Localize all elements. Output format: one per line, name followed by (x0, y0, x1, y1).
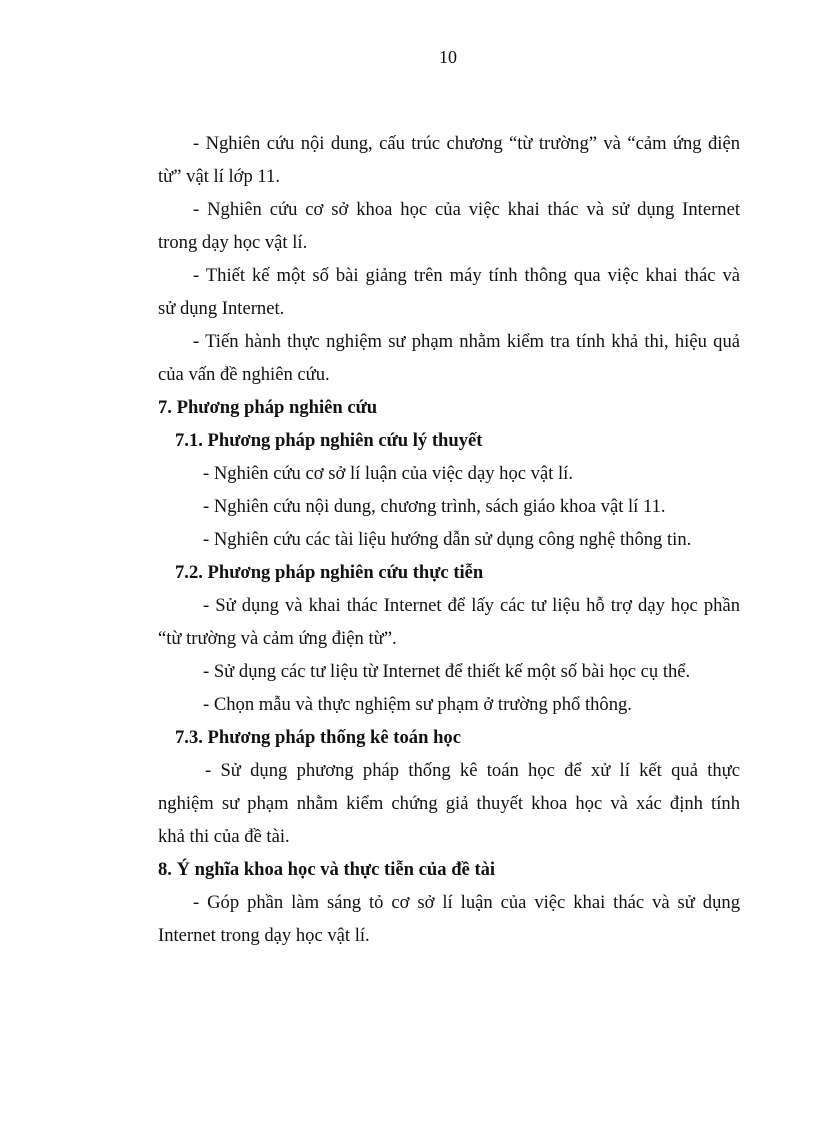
paragraph-line: của vấn đề nghiên cứu. (158, 364, 330, 385)
paragraph-line: khả thi của đề tài. (158, 826, 290, 847)
paragraph-line: - Thiết kế một số bài giảng trên máy tính thông qua việc khai thác và (193, 265, 740, 286)
list-item: - Nghiên cứu các tài liệu hướng dẫn sử dụng công nghệ thông tin. (203, 529, 692, 550)
paragraph-line: - Sử dụng và khai thác Internet để lấy các tư liệu hỗ trợ dạy học phần (203, 595, 740, 616)
paragraph-line: - Nghiên cứu cơ sở khoa học của việc khai thác và sử dụng Internet (193, 199, 740, 220)
list-item: - Sử dụng các tư liệu từ Internet để thiết kế một số bài học cụ thể. (203, 661, 691, 682)
subsection-heading-7-1: 7.1. Phương pháp nghiên cứu lý thuyết (175, 430, 483, 451)
paragraph-line: - Góp phần làm sáng tỏ cơ sở lí luận của việc khai thác và sử dụng (193, 892, 740, 913)
section-heading-8: 8. Ý nghĩa khoa học và thực tiễn của đề tài (158, 859, 496, 880)
paragraph-line: nghiệm sư phạm nhằm kiểm chứng giả thuyết khoa học và xác định tính (158, 793, 740, 814)
paragraph-line: Internet trong dạy học vật lí. (158, 925, 370, 946)
paragraph-line: “từ trường và cảm ứng điện từ”. (158, 628, 397, 649)
subsection-heading-7-3: 7.3. Phương pháp thống kê toán học (175, 727, 461, 748)
paragraph-line: trong dạy học vật lí. (158, 232, 308, 253)
paragraph-line: từ” vật lí lớp 11. (158, 166, 280, 187)
paragraph-line: - Tiến hành thực nghiệm sư phạm nhằm kiểm tra tính khả thi, hiệu quả (193, 331, 740, 352)
section-heading-7: 7. Phương pháp nghiên cứu (158, 397, 378, 418)
paragraph-line: - Sử dụng phương pháp thống kê toán học để xử lí kết quả thực (205, 760, 740, 781)
list-item: - Chọn mẫu và thực nghiệm sư phạm ở trường phổ thông. (203, 694, 632, 715)
paragraph-line: sử dụng Internet. (158, 298, 285, 319)
list-item: - Nghiên cứu nội dung, chương trình, sách giáo khoa vật lí 11. (203, 496, 666, 517)
paragraph-line: - Nghiên cứu nội dung, cấu trúc chương “từ trường” và “cảm ứng điện (193, 133, 740, 154)
subsection-heading-7-2: 7.2. Phương pháp nghiên cứu thực tiễn (175, 562, 484, 583)
list-item: - Nghiên cứu cơ sở lí luận của việc dạy học vật lí. (203, 463, 573, 484)
page-number: 10 (439, 47, 457, 67)
